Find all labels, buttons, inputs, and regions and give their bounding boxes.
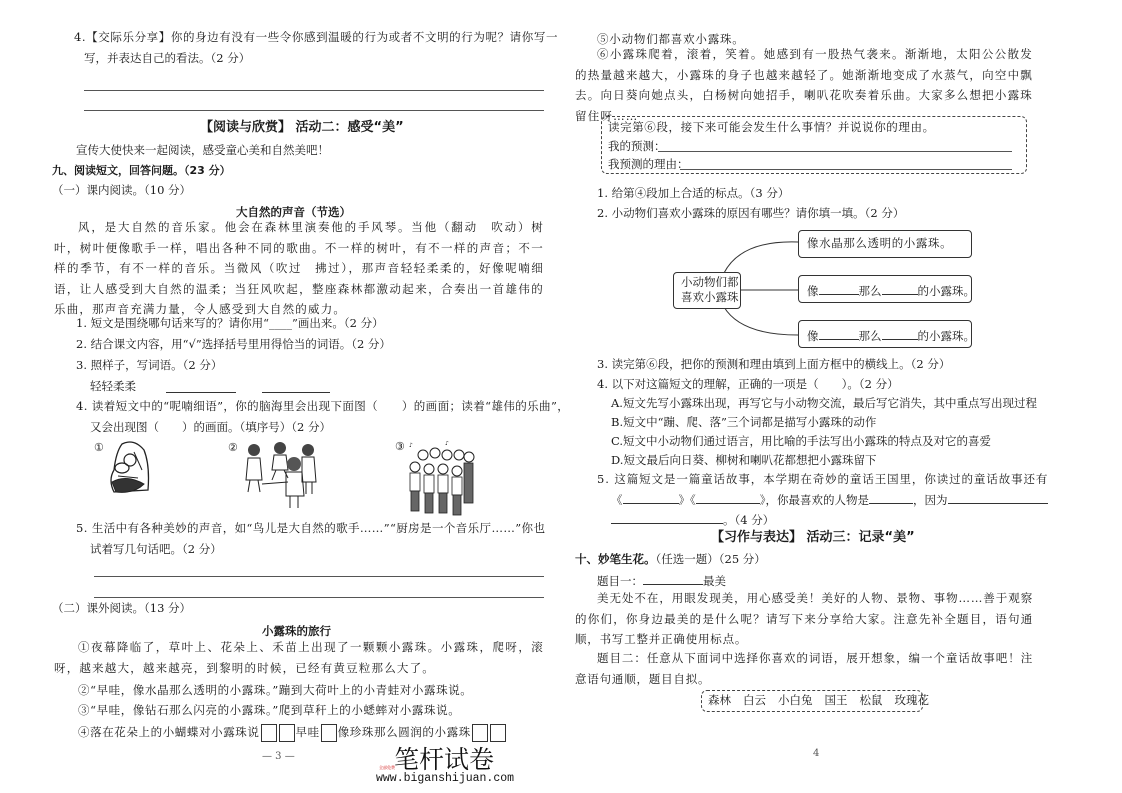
branch2-blank-2[interactable] bbox=[882, 282, 918, 295]
mother-baby-illustration bbox=[104, 440, 154, 500]
q4-line2: 写，并表达自己的看法。（2 分） bbox=[84, 51, 251, 65]
branch1-text: 像水晶那么透明的小露珠。 bbox=[807, 236, 953, 250]
word-rose: 玫瑰花 bbox=[894, 693, 929, 707]
passage2-p5: ⑤小动物们都喜欢小露珠。 bbox=[597, 32, 745, 46]
topic1-suffix: 最美 bbox=[703, 574, 726, 588]
branch2-like: 像 bbox=[807, 284, 819, 298]
section-heading-reading: 【阅读与欣赏】 活动二：感受“美” bbox=[200, 120, 404, 135]
prediction-label: 我的预测： bbox=[608, 139, 666, 153]
punct-box-2[interactable] bbox=[279, 724, 295, 742]
branch3-blank-2[interactable] bbox=[882, 327, 918, 340]
branch3-like: 像 bbox=[807, 329, 819, 343]
answer-line[interactable] bbox=[94, 597, 544, 598]
picture-2-label: ② bbox=[228, 441, 238, 454]
picture-2 bbox=[228, 440, 323, 510]
mindmap-branch-2 bbox=[798, 275, 975, 303]
branch3-so: 那么 bbox=[858, 329, 882, 343]
passage1-text: 风，是大自然的音乐家。他会在森林里演奏他的手风琴。当他（翻动 吹动）树叶，树叶便像歌手一样，唱出各种不同的歌曲。不一样的树叶，有不一样的声音；不一样的季节，有不一样的音乐。当微风（吹过 拂过），那声音轻轻柔柔的，好像呢喃细语，让人感受到大自然的温柔；当狂风吹起，整座森林都激动起来，合奏出一首雄伟的乐曲，那声音充满力量，令人感受到大自然的威力。 bbox=[54, 220, 544, 316]
word-squirrel: 松鼠 bbox=[859, 693, 883, 707]
answer-line[interactable] bbox=[94, 576, 544, 577]
question-a5-line2: 试着写几句话吧。（2 分） bbox=[90, 542, 222, 556]
center-line2: 喜欢小露珠 bbox=[681, 290, 739, 304]
question-b2: 2. 小动物们喜欢小露珠的原因有哪些？请你填一填。（2 分） bbox=[597, 206, 905, 220]
topic1-label: 题目一： bbox=[597, 574, 643, 588]
question-a1: 1. 短文是围绕哪句话来写的？请你用“____”画出来。（2 分） bbox=[76, 316, 384, 330]
answer-line[interactable] bbox=[84, 110, 544, 111]
word-bank-box bbox=[701, 690, 929, 712]
reason-blank-cont[interactable] bbox=[611, 511, 723, 524]
reason-label: 我预测的理由： bbox=[608, 157, 689, 171]
answer-line[interactable] bbox=[84, 90, 544, 91]
part10-title-main: 十、妙笔生花。 bbox=[575, 552, 656, 566]
option-a[interactable]: A.短文先写小露珠出现，再写它与小动物交流，最后写它消失，其中重点写出现过程 bbox=[611, 396, 1037, 410]
question-b4: 4. 以下对这篇短文的理解，正确的一项是（ ）。（2 分） bbox=[597, 377, 899, 391]
word-king: 国王 bbox=[824, 693, 848, 707]
punct-box-5[interactable] bbox=[490, 724, 506, 742]
right-page bbox=[561, 0, 1122, 793]
part10-title-suffix: （任选一题）（25 分） bbox=[655, 552, 766, 566]
book-title-blank-1[interactable] bbox=[623, 491, 679, 504]
picture-1 bbox=[94, 440, 154, 500]
punct-box-1[interactable] bbox=[261, 724, 277, 742]
branch2-so: 那么 bbox=[858, 284, 882, 298]
punct-box-3[interactable] bbox=[321, 724, 337, 742]
example-word: 轻轻柔柔 bbox=[90, 379, 136, 393]
watermark-title: 笔杆试卷 bbox=[394, 745, 495, 774]
passage2-p4 bbox=[78, 724, 507, 742]
q4-line1: 4.【交际乐分享】你的身边有没有一些令你感到温暖的行为或者不文明的行为呢？请你写一 bbox=[74, 30, 559, 44]
topic1-blank[interactable] bbox=[643, 572, 703, 585]
passage1-title: 大自然的声音（节选） bbox=[236, 205, 351, 219]
branch3-blank-1[interactable] bbox=[819, 327, 859, 340]
q5-score: 。（4 分） bbox=[723, 513, 775, 527]
book-bracket-open: 《 bbox=[611, 493, 623, 507]
word-bank bbox=[708, 693, 929, 708]
word-blank-2[interactable] bbox=[262, 392, 330, 393]
word-forest: 森林 bbox=[708, 693, 731, 707]
reason-blank[interactable] bbox=[948, 491, 1048, 504]
intro-text: 宣传大使快来一起阅读，感受童心美和自然美吧！ bbox=[76, 143, 329, 157]
choir-illustration bbox=[405, 441, 475, 517]
part-a-title: （一）课内阅读。（10 分） bbox=[52, 183, 192, 197]
branch2-blank-1[interactable] bbox=[819, 282, 859, 295]
passage2-title: 小露珠的旅行 bbox=[262, 624, 331, 638]
page-number-right: 4 bbox=[813, 748, 820, 759]
svg-text:♪: ♪ bbox=[409, 442, 413, 449]
section-heading-writing: 【习作与表达】 活动三：记录“美” bbox=[711, 530, 915, 545]
topic1-text: 美无处不在，用眼发现美，用心感受美！美好的人物、景物、事物……善于观察的你们，你身边最美的是什么呢？请写下来分享给大家。注意先补全题目，语句通顺，书写工整并正确使用标点。 bbox=[575, 591, 1033, 646]
question-a3: 3. 照样子，写词语。（2 分） bbox=[76, 358, 223, 372]
word-rabbit: 小白兔 bbox=[778, 693, 813, 707]
because-label: ，因为 bbox=[913, 493, 948, 507]
question-b3: 3. 读完第⑥段，把你的预测和理由填到上面方框中的横线上。（2 分） bbox=[597, 357, 951, 371]
question-a2: 2. 结合课文内容，用“√”选择括号里用得恰当的词语。（2 分） bbox=[76, 337, 391, 351]
page-number-left: — 3 — bbox=[262, 751, 295, 762]
question-a5-line1: 5. 生活中有各种美妙的声音，如“鸟儿是大自然的歌手……”“厨房是一个音乐厅……”你也 bbox=[76, 521, 546, 535]
center-line1: 小动物们都 bbox=[681, 275, 739, 289]
topic1-title bbox=[597, 572, 726, 589]
favorite-character-label: 》，你最喜欢的人物是 bbox=[759, 493, 869, 507]
question-a4-line2: 又会出现图（ ）的画面。（填序号）（2 分） bbox=[90, 420, 331, 434]
question-b5-line2 bbox=[611, 491, 1048, 508]
mindmap-center bbox=[673, 272, 741, 309]
picture-1-label: ① bbox=[94, 441, 104, 454]
p4-text-a: ④落在花朵上的小蝴蝶对小露珠说 bbox=[78, 725, 260, 739]
option-d[interactable]: D.短文最后向日葵、柳树和喇叭花都想把小露珠留下 bbox=[611, 453, 877, 467]
option-c[interactable]: C.短文中小动物们通过语言，用比喻的手法写出小露珠的特点及对它的喜爱 bbox=[611, 434, 992, 448]
watermark-badge: 全部免费 bbox=[379, 765, 395, 770]
passage2-p1: ①夜幕降临了，草叶上、花朵上、禾苗上出现了一颗颗小露珠。小露珠，爬呀，滚呀，越来越大，越来越亮，到黎明的时候，已经有黄豆粒那么大了。 bbox=[54, 640, 544, 675]
book-title-blank-2[interactable] bbox=[696, 491, 760, 504]
part9-title: 九、阅读短文，回答问题。（23 分） bbox=[52, 164, 231, 177]
question-b5-line1: 5. 这篇短文是一篇童话故事，本学期在奇妙的童话王国里，你读过的童话故事还有 bbox=[597, 472, 1049, 486]
question-b1: 1. 给第④段加上合适的标点。（3 分） bbox=[597, 186, 790, 200]
favorite-character-blank[interactable] bbox=[869, 491, 913, 504]
picture-3 bbox=[395, 437, 475, 517]
topic2-text: 题目二：任意从下面词中选择你喜欢的词语，展开想象，编一个童话故事吧！注意语句通顺，题目自拟。 bbox=[575, 651, 1033, 686]
passage2-p6: ⑥小露珠爬着，滚着，笑着。她感到有一股热气袭来。渐渐地，太阳公公散发的热量越来越大，小露珠的身子也越来越轻了。她渐渐地变成了水蒸气，向空中飘去。向日葵向她点头，白杨树向她招手，喇叭花吹奏着乐曲。大家多么想把小露珠留住呀…… bbox=[575, 47, 1033, 123]
word-cloud: 白云 bbox=[743, 693, 766, 707]
part-b-title: （二）课外阅读。（13 分） bbox=[52, 601, 192, 615]
question-a4-line1: 4. 读着短文中的“呢喃细语”，你的脑海里会出现下面图（ ）的画面；读着“雄伟的乐曲”， bbox=[76, 399, 570, 413]
option-b[interactable]: B.短文中“蹦、爬、落”三个词都是描写小露珠的动作 bbox=[611, 415, 877, 429]
mindmap-branch-1 bbox=[798, 230, 972, 258]
children-playing-illustration bbox=[244, 440, 324, 510]
svg-text:♪: ♪ bbox=[445, 441, 449, 447]
mindmap-branch-3 bbox=[798, 320, 975, 348]
watermark-url[interactable]: www.biganshijuan.com bbox=[376, 772, 515, 785]
word-blank-1[interactable] bbox=[166, 392, 236, 393]
passage2-p2: ②“早哇，像水晶那么透明的小露珠。”蹦到大荷叶上的小青蛙对小露珠说。 bbox=[78, 683, 473, 697]
question-b5-line3 bbox=[611, 511, 774, 528]
branch3-end: 的小露珠。 bbox=[917, 329, 975, 343]
picture-3-label: ③ bbox=[395, 440, 405, 453]
p4-text-b: 早哇 bbox=[295, 725, 320, 739]
punct-box-4[interactable] bbox=[472, 724, 488, 742]
p4-text-c: 像珍珠那么圆润的小露珠 bbox=[337, 725, 471, 739]
branch2-end: 的小露珠。 bbox=[917, 284, 975, 298]
prediction-prompt: 读完第⑥段，接下来可能会发生什么事情？并说说你的理由。 bbox=[608, 120, 935, 134]
book-bracket-mid: 》《 bbox=[678, 493, 696, 507]
passage2-p3: ③“早哇，像钻石那么闪亮的小露珠。”爬到草秆上的小蟋蟀对小露珠说。 bbox=[78, 703, 461, 717]
part10-title bbox=[575, 552, 766, 567]
